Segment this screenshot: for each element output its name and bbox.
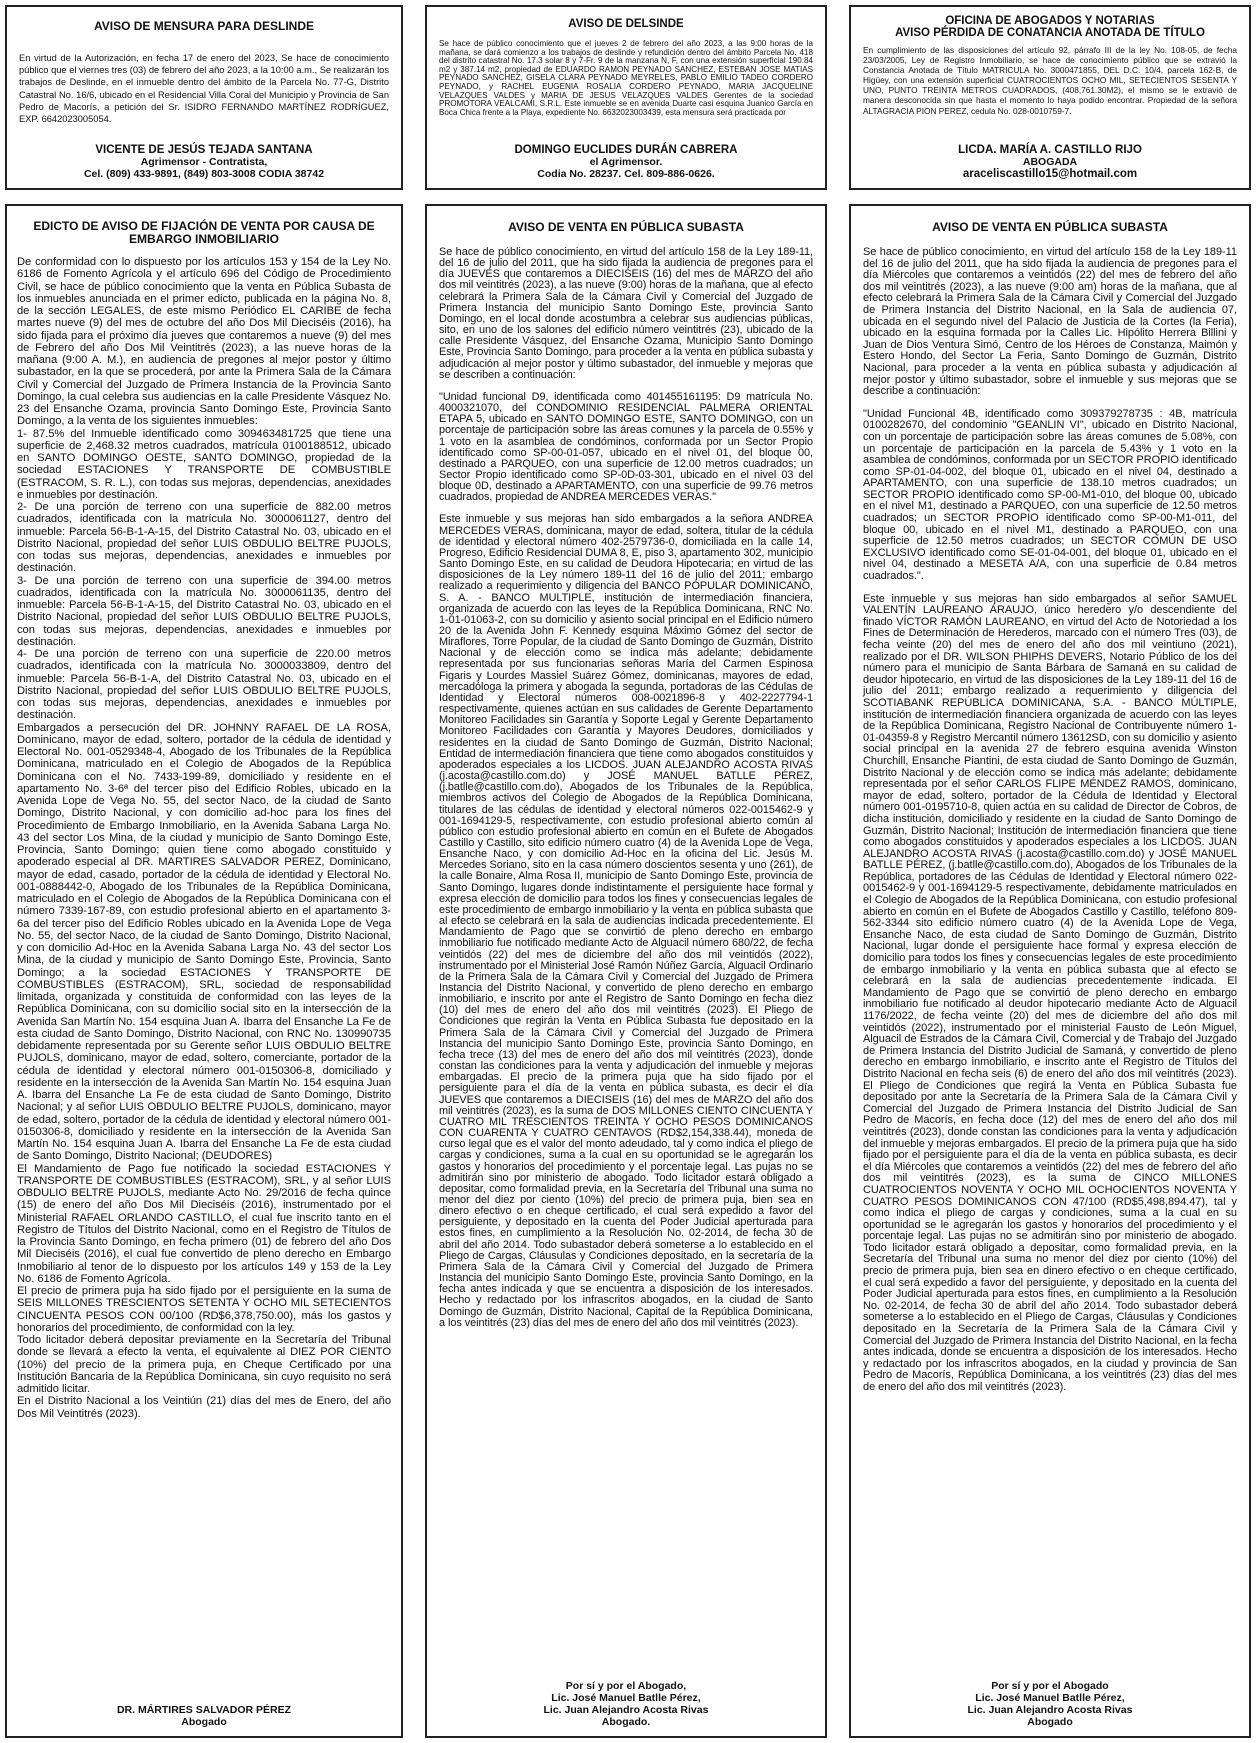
- signature-line: Abogado: [181, 1716, 227, 1728]
- signature-line: Lic. José Manuel Batlle Pérez,: [975, 1692, 1125, 1704]
- signature-line: VICENTE DE JESÚS TEJADA SANTANA: [95, 144, 313, 156]
- notice-title: [17, 220, 391, 246]
- paragraph: Se hace de público conocimiento, en virtud del artículo 158 de la Ley 189-11, del 16 de julio del 2011, que ha sido fijada la audiencia de pregones para el día JUEVES que contaremos a DIECISEIS (16) del mes de MARZO del año dos mil veintitrés (2023), a las nueve (9:00) horas de la mañana, que al efecto celebrará la Primera Sala de la Cámara Civil y Comercial del Juzgado de Primera Instancia del municipio Santo Domingo Este, provincia Santo Domingo, en el local donde acostumbra a celebrar sus audiencias públicas, sito, en uno de los salones del edificio número veintitrés (23), ubicado de la calle Presidente Vásquez, del Ensanche Ozama, Municipio Santo Domingo Este, Provincia Santo Domingo, para proceder a la venta en pública subasta y adjudicación al mejor postor y último subastador, del inmueble y mejoras que se describen a continuación:: [439, 246, 813, 381]
- notice-text: En virtud de la Autorización, en fecha 17 de enero del 2023, Se hace de conocimiento público que el viernes tres (03) de febrero del año 2023, a la 10:00 a.m., Se realizarán los trabajos de Deslinde, en el inmueble dentro del ámbito de la Parcela No. 77-G, Distrito Catastral No. 16/6, ubicado en el Residencial Villa Coral del Municipio y Provincia de San Pedro de Macorís, a petición del Sr. ISIDRO FERNANDO MARTÍNEZ RODRÍGUEZ, EXP. 6642023005054.: [19, 53, 389, 125]
- notice-body: [863, 247, 1237, 1394]
- paragraph: El Mandamiento de Pago fue notificado la sociedad ESTACIONES Y TRANSPORTE DE COMBUSTIBLES (ESTRACOM), SRL, y al señor LUIS OBDULIO BELTRE PUJOLS, mediante Acto No. 29/2016 de fecha quince (15) de enero del año Dos Mil Dieciséis (2016), instrumentado por el Ministerial RAFAEL ORLANDO CASTILLO, el cual fue inscrito tanto en el Registro de Títulos del Distrito Nacional, como en el Registro de Títulos de la Provincia Santo Domingo, en fecha primero (01) de febrero del año Dos Mil Dieciséis (2016), el cual fue convertido de pleno derecho en Embargo Inmobiliario al tenor de lo dispuesto por los artículos 149 y 153 de la Ley No. 6186 de Fomento Agrícola.: [17, 1162, 391, 1285]
- signature-line: Agrimensor - Contratista,: [140, 156, 268, 168]
- paragraph: En el Distrito Nacional a los Veintiún (21) días del mes de Enero, del año Dos Mil Veintitrés (2023).: [17, 1395, 391, 1420]
- notice-signature: [7, 144, 401, 180]
- paragraph: Este inmueble y sus mejoras han sido embargados a la señora ANDREA MERCEDES VERAS, dominicana, mayor de edad, soltera, titular de la cédula de identidad y electoral número 402-2579736-0, domiciliada en la calle 14, Progreso, Edificio Residencial DUMA 8, E, piso 3, apartamento 302, municipio Santo Domingo Este, en su calidad de Deudora Hipotecaria; en virtud de las disposiciones de la Ley número 189-11 del 16 de julio del 2011; embargo realizado a requerimiento y diligencia del BANCO POPULAR DOMINICANO, S. A. - BANCO MULTIPLE, institución de intermediación financiera, organizada de acuerdo con las leyes de la República Dominicana, RNC No. 1-01-01063-2, con su domicilio y asiento social principal en el Edificio número 20 de la Avenida John F. Kennedy esquina Máximo Gómez del sector de Miraflores, Torre Popular, de la ciudad de Santo Domingo de Guzmán, Distrito Nacional y de elección como se indica más adelante; debidamente representada por sus funcionarias señoras María del Carmen Espinosa Figaris y Lourdes Massiel Suárez Gómez, dominicanas, mayores de edad, mercadóloga la primera y abogada la segunda, portadoras de las Cédulas de Identidad y Electoral números 008-0021896-8 y 402-2227794-1 respectivamente, quienes actúan en sus calidades de Gerente Departamento Monitoreo Facilidades sin Garantía y Soporte Legal y Gerente Departamento Monitoreo Facilidades con Garantía y Mayores Deudores, domiciliados y residentes en la ciudad de Santo Domingo de Guzmán, Distrito Nacional; Entidad de intermediación financiera que tiene como abogados constituidos y apoderados especiales a los LICDOS. JUAN ALEJANDRO ACOSTA RIVAS (j.acosta@castillo.com.do) y JOSÉ MANUEL BATLLE PÉREZ, (j.batlle@castillo.com.do), Abogados de los Tribunales de la República, miembros activos del Colegio de Abogados de la República Dominicana, titulares de las cédulas de identidad y electoral números 022-0015462-9 y 001-1694129-5, respectivamente, con estudio profesional abierto común al público con estudio profesional abierto en común en el Bufete de Abogados Castillo y Castillo, sito edificio número cuatro (4) de la Avenida Lope de Vega, Ensanche Naco, y con domicilio Ad-Hoc en la oficina del Lic. Jesús M. Mercedes Soriano, sito en la casa número doscientos sesenta y uno (261), de la calle Bonaire, Alma Rosa II, municipio de Santo Domingo Este, provincia de Santo Domingo, lugares donde indistintamente el persiguiente hace formal y expresa elección de domicilio para todos los fines y consecuencias legales de este procedimiento de embargo inmobiliario y la venta en pública subasta que al efecto se celebrará en la sala de audiencias indicada precedentemente. El Mandamiento de Pago que se convirtió de pleno derecho en embargo inmobiliario fue notificado mediante Acto de Alguacil número 680/22, de fecha veintidós (22) del mes de diciembre del año dos mil veintidós (2022), instrumentado por el Ministerial José Ramón Núñez García, Alguacil Ordinario de la Primera Sala de la Cámara Civil y Comercial del Juzgado de Primera Instancia del Distrito Nacional, y convertido de pleno derecho en embargo inmobiliario, e inscrito por ante el Registro de Santo Domingo en fecha diez (10) del mes de enero del año dos mil veintitrés (2023). El Pliego de Condiciones que regirán la Venta en Pública Subasta fue depositado en la Primera Sala de la Cámara Civil y Comercial del Juzgado de Primera Instancia del municipio Santo Domingo Este, provincia Santo Domingo, en fecha trece (13) del mes de enero del año dos mil veintitrés (2023), donde constan las condiciones para la venta y adjudicación del inmueble y mejoras embargadas. El precio de la primera puja que ha sido fijado por el persiguiente para el día de la venta en pública subasta, es decir el día JUEVES que contaremos a DIECISEIS (16) del mes de MARZO del año dos mil veintitrés (2023), es la suma de DOS MILLONES CIENTO CINCUENTA Y CUATRO MIL TRESCIENTOS TREINTA Y OCHO PESOS DOMINICANOS CON CUARENTA Y CUATRO CENTAVOS (RD$2,154,338.44), moneda de curso legal que es el valor del monto adeudado, tal y como indica el pliego de cargas y condiciones, suma a la cual en su oportunidad se le agregarán los gastos y honorarios del procedimiento y el porcentaje legal. Las pujas no se admitirán sino por ministerio de abogado. Todo licitador estará obligado a depositar, como formalidad previa, en la Secretaría del Tribunal una suma no menor del diez por ciento (10%) del precio de primera puja, bien sea en dinero efectivo o en cheque certificado, el cual será expedido a favor del persiguiente, y depositado en la cuenta del Poder Judicial aperturada para estos fines, en cumplimiento a la Resolución No. 02-2014, de fecha 30 de abril del año 2014. Todo subastador deberá someterse a lo establecido en el Pliego de Cargas, Cláusulas y Condiciones depositado, en la secretaría de la Primera Sala de la Cámara Civil y Comercial del Juzgado de Primera Instancia del municipio Santo Domingo Este, provincia Santo Domingo, en la fecha antes indicada y que se encuentra a disposición de los interesados. Hecho y redactado por los infrascritos abogados, en la ciudad de Santo Domingo de Guzmán, Distrito Nacional, Capital de la República Dominicana, a los veintitrés (23) días del mes de enero del año dos mil veintitrés (2023).: [439, 513, 813, 1329]
- notice-title-line: EDICTO DE AVISO DE FIJACIÓN DE VENTA POR CAUSA DE: [33, 219, 375, 233]
- signature-line: Por sí y por el Abogado: [991, 1680, 1109, 1692]
- signature-line: ABOGADA: [1022, 156, 1078, 168]
- notice-title-line: OFICINA DE ABOGADOS Y NOTARIAS: [945, 15, 1155, 27]
- aviso-venta-subasta-1: [425, 204, 827, 1738]
- paragraph: Este inmueble y sus mejoras han sido embargados al señor SAMUEL VALENTÍN LAUREANO ARAUJO, único heredero y/o descendiente del finado VÍCTOR RAMÓN LAUREANO, en virtud del Acto de Notoriedad a los Fines de Determinación de Herederos, marcado con el número Tres (03), de fecha veinte (20) del mes de enero del año dos mil veintiuno (2021), realizado por el DR. WILSON PHIPHS DEVERS, Notario Público de los del número para el municipio de Santa Bárbara de Samaná en su calidad de deudor hipotecario, en virtud de las disposiciones de la Ley 189-11 del 16 de julio del 2011; embargo realizado a requerimiento y diligencia del SCOTIABANK REPÚBLICA DOMINICANA, S.A. - BANCO MÚLTIPLE, institución de intermediación financiera organizada de acuerdo con las leyes de la República Dominicana, Registro Nacional de Contribuyente número 1-01-04359-8 y Registro Mercantil número 13612SD, con su domicilio y asiento social principal en la avenida 27 de febrero esquina avenida Winston Churchill, Ensanche Piantini, de esta ciudad de Santo Domingo de Guzmán, Distrito Nacional y de elección como se indica más adelante; debidamente representada por el señor CARLOS FLIPE MÉNDEZ RAMOS, dominicano, mayor de edad, soltero, portador de la Cédula de Identidad y Electoral número 001-0195710-8, quien actúa en su calidad de Director de Cobros, de dicha institución, domiciliado y residente en la ciudad de Santo Domingo de Guzmán, Distrito Nacional; Institución de intermediación financiera que tiene como abogados constituidos y apoderados especiales a los LICDOS. JUAN ALEJANDRO ACOSTA RIVAS (j.acosta@castillo.com.do) y JOSÉ MANUEL BATLLE PÉREZ, (j.batlle@castillo.com.do), Abogados de los Tribunales de la República, portadores de las Cédulas de Identidad y Electoral número 022-0015462-9 y 001-1694129-5 respectivamente, debidamente matriculados en el Colegio de Abogados de la República Dominicana, con estudio profesional abierto en común en el Bufete de Abogados Castillo y Castillo, teléfono 809-562-3344 sito edificio número cuatro (4) de la Avenida Lope de Vega, Ensanche Naco, de esta ciudad de Santo Domingo de Guzmán, Distrito Nacional, lugar donde el persiguiente hace formal y expresa elección de domicilio para todos los fines y consecuencias legales de este procedimiento de embargo inmobiliario y la venta en pública subasta que al efecto se celebrará en la sala de audiencias precedentemente indicada. El Mandamiento de Pago que se convirtió de pleno derecho en embargo inmobiliario fue notificado al deudor hipotecario mediante Acto de Alguacil 1176/2022, de fecha veinte (20) del mes de diciembre del año dos mil veintidós (2022), instrumentado por el ministerial Fausto de León Miguel, Alguacil de Estrados de la Cámara Civil, Comercial y de Trabajo del Juzgado de Primera Instancia del Distrito Judicial de Samaná, y convertido de pleno derecho en embargo inmobiliario, e inscrito ante el Registro de Títulos del Distrito Nacional en fecha seis (6) de enero del año dos mil veintitrés (2023). El Pliego de Condiciones que regirá la Venta en Pública Subasta fue depositado por ante la Secretaría de la Primera Sala de la Cámara Civil y Comercial del Juzgado de Primera Instancia del Distrito Judicial de San Pedro de Macorís, en fecha doce (12) del mes de enero del año dos mil veintitrés (2023), donde constan las condiciones para la venta y adjudicación del inmueble y mejoras embargados. El precio de la primera puja que ha sido fijado por el persiguiente para el día de la venta en pública subasta, es decir el día Miércoles que contaremos a veintidós (22) del mes de febrero del año dos mil veintitrés (2023), es la suma de CINCO MILLONES CUATROCIENTOS NOVENTA Y OCHO MIL OCHOCIENTOS NOVENTA Y CUATRO PESOS DOMINICANOS CON 47/100 (RD$5,498,894.47), tal y como indica el pliego de cargas y condiciones, suma a la cual en su oportunidad se le agregarán los gastos y honorarios del procedimiento y el porcentaje legal. Las pujas no se admitirán sino por ministerio de abogado. Todo licitador estará obligado a depositar, como formalidad previa, en la Secretaría del Tribunal una suma no menor del diez por ciento (10%) del precio de primera puja, bien sea en dinero efectivo o en cheque certificado, el cual será expedido a favor del persiguiente, y depositado en la cuenta del Poder Judicial aperturada para estos fines, en cumplimiento a la Resolución No. 02-2014, de fecha 30 de abril del año 2014. Todo subastador deberá someterse a lo establecido en el Pliego de Cargas, Cláusulas y Condiciones depositado en la Secretaría de la Primera Sala de la Cámara Civil y Comercial del Juzgado de Primera Instancia del Distrito Nacional, en la fecha antes indicada, donde se encuentra a disposición de los interesados. Hecho y redactado por los infrascritos abogados, en la ciudad y provincia de San Pedro de Macorís, República Dominicana, a los veintitrés (23) días del mes de enero del año dos mil veintitrés (2023).: [863, 592, 1237, 1393]
- paragraph: De conformidad con lo dispuesto por los artículos 153 y 154 de la Ley No. 6186 de Fomento Agrícola y el artículo 696 del Código de Procedimiento Civil, se hace de público conocimiento que la venta en Pública Subasta de los inmuebles anunciada en el primer edicto, publicada en la página No. 8, de la sección LEGALES, de este mismo Periódico EL CARIBE de fecha martes nueve (9) del mes de octubre del año Dos Mil Dieciséis (2016), ha sido fijada para el próximo día jueves que contaremos a nueve (9) del mes de Febrero del año Dos Mil Veintitrés (2023), a las nueve horas de la mañana (9:00 A. M.), en audiencia de pregones al mejor postor y último subastador, en la que se procederá, por ante la Primera Sala de la Cámara Civil y Comercial del Juzgado de Primera Instancia de la Provincia Santo Domingo, la cual celebra sus audiencias en la calle Presidente Vásquez No. 23 del Ensanche Ozama, provincia Santo Domingo Este, Provincia Santo Domingo, a la venta de los siguientes inmuebles:: [17, 256, 391, 428]
- signature-line: Abogado: [1027, 1716, 1073, 1728]
- paragraph: El precio de primera puja ha sido fijado por el persiguiente en la suma de SEIS MILLONES TRESCIENTOS SETENTA Y OCHO MIL SETECIENTOS CINCUENTA PESOS CON 00/100 (RD$6,378,750.00), más los gastos y honorarios del procedimiento, de conformidad con la ley.: [17, 1285, 391, 1334]
- notice-signature: [851, 144, 1249, 180]
- signature-line: Lic. Juan Alejandro Acosta Rivas: [543, 1704, 709, 1716]
- signature-line: Cel. (809) 433-9891, (849) 803-3008 CODIA 38742: [83, 168, 325, 180]
- paragraph: "Unidad Funcional 4B, identificado como 309379278735 : 4B, matrícula 0100282670, del condominio "GEANLIN VI", ubicado en Distrito Nacional, con un porcentaje de participación sobre las áreas comunes de 5.08%, con un porcentaje de participación en la parcela de 5.43% y 1 voto en la asamblea de condóminos, conformada por un SECTOR PROPIO identificado como SP-01-04-002, del bloque 01, ubicado en el nivel 04, destinado a APARTAMENTO, con una superficie de 138.10 metros cuadrados; un SECTOR PROPIO identificado como SP-00-M1-010, del bloque 00, ubicado en el nivel M1, destinado a PARQUEO, con una superficie de 12.50 metros cuadrados; un SECTOR PROPIO identificado como SP-00-M1-011, del bloque 00, ubicado en el nivel M1, destinado a PARQUEO, con una superficie de 12.50 metros cuadrados; un SECTOR COMÚN DE USO EXCLUSIVO identificado como SE-01-04-001, del bloque 01, ubicado en el nivel 04, destinado a MESETA A/A, con una superficie de 0.84 metros cuadrados.".: [863, 407, 1237, 583]
- paragraph: 1- 87.5% del Inmueble identificado como 309463481725 que tiene una superficie de 2,468.32 metros cuadrados, matrícula 0100188512, ubicado en SANTO DOMINGO OESTE, SANTO DOMINGO, propiedad de la sociedad ESTACIONES Y TRANSPORTE DE COMBUSTIBLE (ESTRACOM, S. R. L.), con todas sus mejoras, dependencias, anexidades e inmuebles por destinación.: [17, 427, 391, 501]
- notice-title: AVISO DE MENSURA PARA DESLINDE: [93, 19, 315, 33]
- notice-perdida-titulo: [849, 5, 1251, 190]
- notice-signature: [851, 1680, 1249, 1728]
- paragraph: "Unidad funcional D9, identificada como 401455161195: D9 matrícula No. 4000321070, del CONDOMINIO RESIDENCIAL PALMERA ORIENTAL ETAPA 5, ubicado en SANTO DOMINGO ESTE, SANTO DOMINGO, con un porcentaje de participación sobre las áreas comunes y la parcela de 0.55% y 1 voto en la asamblea de condóminos, conformada por un Sector Propio identificado como SP-00-01-057, ubicado en el nivel 01, del bloque 00, destinado a PARQUEO, con una superficie de 12.00 metros cuadrados; un Sector Propio identificado como SP-0D-03-301, ubicado en el nivel 03 del bloque 0D, destinado a APARTAMENTO, con una superficie de 99.76 metros cuadrados, propiedad de ANDREA MERCEDES VERAS.": [439, 390, 813, 504]
- notice-title-line: AVISO PÉRDIDA DE CONATANCIA ANOTADA DE TÍTULO: [895, 27, 1205, 39]
- notice-body: [17, 256, 391, 1420]
- notice-signature: [427, 144, 825, 180]
- paragraph: Se hace de público conocimiento, en virtud del artículo 158 de la Ley 189-11 del 16 de julio del 2011, que ha sido fijada la audiencia de pregones para el día Miércoles que contaremos a veintidós (22) del mes de febrero del año dos mil veintitrés (2023), a las nueve (9:00 am) horas de la mañana, que al efecto celebrará la Primera Sala de la Cámara Civil y Comercial del Juzgado de Primera Instancia del Distrito Nacional, en la Sala de audiencia 07, ubicada en el segundo nivel del Palacio de Justicia de la Cortes (la Feria), ubicado en la esquina formada por la Calles Lic. Hipólito Herrera Billini y Juan de Dios Ventura Simó, Centro de los Héroes de Constanza, Maimón y Estero Hondo, del Sector La Feria, Santo Domingo de Guzmán, Distrito Nacional, para proceder a la venta en pública subasta y adjudicación al mejor postor y último subastador, sobre el inmueble y sus mejoras que se describe a continuación:: [863, 246, 1237, 398]
- signature-line: Lic. José Manuel Batlle Pérez,: [551, 1692, 701, 1704]
- notice-text: En cumplimiento de las disposiciones del artículo 92, párrafo III de la ley No. 108-05, de fecha 23/03/2005, Ley de Registro Inmobiliario, se hace de conocimiento público que se extravió la Constancia Anotada de Título MATRICULA No. 3000471855, DEL D.C. 10/4, parcela 162-B, de Higüey, con una extensión superficial CUATROCIENTOS OCHO MIL, SETECIENTOS SESENTA Y UNO, PUNTO TREINTA METROS CUADRADOS, (408,761.30M2), el mismo se le extravió de manera desconocida sin que hasta el momento lo haya podido encontrar. Propiedad de la señora ALTAGRACIA PION PEREZ, cedula No. 028-0010759-7.: [863, 45, 1237, 116]
- notice-title: [863, 15, 1237, 39]
- paragraph: Embargados a persecución del DR. JOHNNY RAFAEL DE LA ROSA, Dominicano, mayor de edad, soltero, portador de la cédula de identidad y Electoral No. 001-0529348-4, Abogado de los Tribunales de la República Dominicana, matriculado en el Colegio de Abogados de la República Dominicana con el No. 7433-199-89, domiciliado y residente en el apartamento No. 3-6ª del tercer piso del Edificio Robles, ubicado en la Avenida Lope de Vega No. 55, del sector Naco, de la ciudad de Santo Domingo, Distrito Nacional, y con domicilio ad-hoc para los fines del Procedimiento de Embargo Inmobiliario, en la Avenida Sabana Larga No. 43 del sector Los Mina, de la ciudad y municipio de Santo Domingo Este, Provincia, Santo Domingo; quien tiene como abogado constituido y apoderado especial al DR. MARTIRES SALVADOR PEREZ, Dominicano, mayor de edad, casado, portador de la cédula de identidad y Electoral No. 001-0888442-0, Abogado de los Tribunales de la República Dominicana, matriculado en el Colegio de Abogados de la República Dominicana con el número 7339-167-89, con estudio profesional abierto en el apartamento 3-6a del tercer piso del Edificio Robles ubicado en la Avenida Lope de Vega No. 55, del sector Naco, de la ciudad de Santo Domingo, Distrito Nacional, y con domicilio Ad-Hoc en la Avenida Sabana Larga No. 43 del sector Los Mina, de la ciudad y municipio de Santo Domingo Este, Provincia, Santo Domingo; a la sociedad ESTACIONES Y TRANSPORTE DE COMBUSTIBLES (ESTRACOM), SRL, sociedad de responsabilidad limitada, organizada y constituida de conformidad con las leyes de la República Dominicana, con su domicilio social sito en la intersección de la Avenida San Martín No. 154 esquina Juan A. Ibarra del Ensanche La Fe de esta ciudad de Santo Domingo, Distrito Nacional, con RNC No. 130990735 debidamente representada por su Gerente señor LUIS OBDULIO BELTRE PUJOLS, dominicano, mayor de edad, soltero, comerciante, portador de la cédula de identidad y electoral número 001-0150306-8, domiciliado y residente en la intersección de la Avenida San Martín No. 154 esquina Juan A. Ibarra del Ensanche La Fe de esta ciudad de Santo Domingo, Distrito Nacional; y al señor LUIS OBDULIO BELTRE PUJOLS, dominicano, mayor de edad, soltero, portador de la cédula de identidad y electoral número 001-0150306-8, domiciliado y residente en la intersección de la Avenida San Martín No. 154 esquina Juan A. Ibarra del Ensanche La Fe de esta ciudad de Santo Domingo, Distrito Nacional; (DEUDORES): [17, 721, 391, 1163]
- signature-line: Codia No. 28237. Cel. 809-886-0626.: [537, 168, 715, 180]
- notice-deslinde: [425, 5, 827, 190]
- notice-signature: [427, 1680, 825, 1728]
- edicto-embargo-inmobiliario: [5, 204, 403, 1738]
- aviso-venta-subasta-2: [849, 204, 1251, 1738]
- paragraph: 3- De una porción de terreno con una superficie de 394.00 metros cuadrados, identificada con la matrícula No. 3000061135, dentro del inmueble: Parcela 56-B-1-A-15, del Distrito Catastral No. 03, ubicado en el Distrito Nacional, propiedad del señor LUIS OBDULIO BELTRE PUJOLS, con todas sus mejoras, dependencias, anexidades e inmuebles por destinación.: [17, 574, 391, 648]
- notice-mensura: [5, 5, 403, 190]
- notice-text: Se hace de público conocimiento que el jueves 2 de febrero del año 2023, a las 9:00 horas de la mañana, se dará comienzo a los trabajos de deslinde y refundición dentro del ámbito Parcela No. 418 del distrito catastral No. 17.3 solar 8 y 7-Fr. 9 de la manzana N, F, con una extensión superficial 190.84 m2 y 387.14 m2, propiedad de EDUARDO RAMON PEYNADO SANCHEZ, ESTEBAN JOSE MATIAS PEYNADO SANCHEZ, GISELA CLARA PEYNADO MEYRELES, PABLO EMILIO TADEO CORDERO PEYNADO, y RACHEL EUGENIA ROSALIA CORDERO PEYNADO, MARIA JACQUELINE VELAZQUES VALDES y MARIA DE JESUS VELAZQUES VALDES Gerentes de la sociedad PROMOTORA VEALCAMI, S.R.L. Este inmueble se en avenida Duarte casi esquina Juanico García en Boca Chica frente a la Playa, expediente No. 6632023003439, esta mensura será practicada por: [439, 39, 813, 117]
- signature-line: LICDA. MARÍA A. CASTILLO RIJO: [958, 144, 1142, 156]
- paragraph: Todo licitador deberá depositar previamente en la Secretaría del Tribunal donde se llevará a efecto la venta, el equivalente al DIEZ POR CIENTO (10%) del precio de la primera puja, en Cheque Certificado por una Institución Bancaria de la República Dominicana, sin cuyo requisito no será admitido licitar.: [17, 1334, 391, 1395]
- signature-line: el Agrimensor.: [589, 156, 663, 168]
- notice-signature: [7, 1704, 401, 1728]
- signature-line: Abogado.: [601, 1716, 651, 1728]
- notice-title-line: EMBARGO INMOBILIARIO: [129, 232, 279, 246]
- paragraph: 4- De una porción de terreno con una superficie de 220.00 metros cuadrados, identificada con la matrícula No. 3000033809, dentro del inmueble: Parcela 56-B-1-A, del Distrito Catastral No. 03, ubicado en el Distrito Nacional, propiedad del señor LUIS OBDULIO BELTRE PUJOLS, con todas sus mejoras, dependencias, anexidades e inmuebles por destinación.: [17, 648, 391, 722]
- signature-line: Por sí y por el Abogado,: [565, 1680, 687, 1692]
- notice-title: AVISO DE VENTA EN PÚBLICA SUBASTA: [932, 220, 1168, 234]
- signature-line: DOMINGO EUCLIDES DURÁN CABRERA: [514, 144, 738, 156]
- notice-title: AVISO DE VENTA EN PÚBLICA SUBASTA: [508, 220, 744, 234]
- paragraph: 2- De una porción de terreno con una superficie de 882.00 metros cuadrados, identificada con la matrícula No. 3000061127, dentro del inmueble: Parcela 56-B-1-A-15, del Distrito Catastral No. 03, ubicado en el Distrito Nacional, propiedad del señor LUIS OBDULIO BELTRE PUJOLS, con todas sus mejoras, dependencias, anexidades e inmuebles por destinación.: [17, 501, 391, 575]
- signature-line: araceliscastillo15@hotmail.com: [962, 168, 1138, 180]
- notice-body: [439, 247, 813, 1329]
- signature-line: Lic. Juan Alejandro Acosta Rivas: [967, 1704, 1133, 1716]
- notice-title: AVISO DE DELSINDE: [568, 18, 684, 30]
- signature-line: DR. MÁRTIRES SALVADOR PÉREZ: [116, 1704, 292, 1716]
